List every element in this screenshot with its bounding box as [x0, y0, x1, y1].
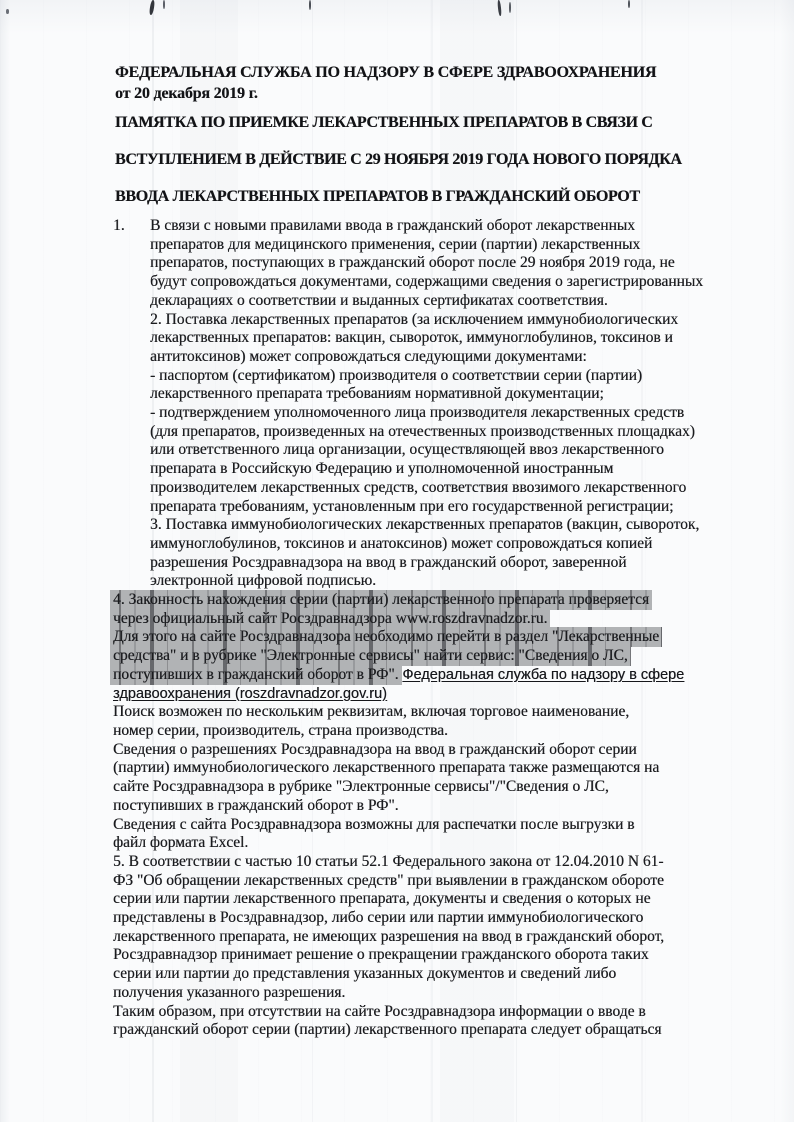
text-line: [113, 591, 773, 610]
highlighted-text: 4. Законность нахождения серии (партии) лекарственного препарата проверяется: [110, 590, 652, 610]
body-text: декларациях о соответствии и выданных сертификатах соответствия.: [150, 291, 608, 309]
text-line: [113, 816, 773, 835]
body-text: 5. В соответствии с частью 10 статьи 52.1 Федерального закона от 12.04.2010 N 61-: [113, 852, 664, 870]
text-line: [113, 703, 773, 722]
text-line: [113, 516, 773, 535]
document-title-line: ВВОДА ЛЕКАРСТВЕННЫХ ПРЕПАРАТОВ В ГРАЖДАНСКИЙ ОБОРОТ: [115, 188, 640, 205]
body-text: препарата в Российскую Федерацию и уполномоченной иностранным: [150, 460, 614, 478]
scan-artifact-mark: [309, 0, 311, 10]
body-text: гражданский оборот серии (партии) лекарственного препарата следует обращаться: [113, 1021, 662, 1039]
body-text: серии или партии до представления указанных документов и сведений либо: [113, 965, 617, 983]
scan-artifact-mark: [163, 0, 165, 9]
text-line: [113, 292, 773, 311]
text-line: [113, 217, 773, 236]
hyperlink-text: здравоохранения (roszdravnadzor.gov.ru): [113, 685, 387, 702]
text-line: [113, 759, 773, 778]
body-text: серии или партии лекарственного препарата, документы и сведения о которых не: [113, 890, 651, 908]
body-text: (для препаратов, произведенных на отечественных производственных площадках): [150, 422, 695, 440]
text-line: [113, 385, 773, 404]
body-text: номер серии, производитель, страна производства.: [113, 721, 448, 739]
document-title-line: ПАМЯТКА ПО ПРИЕМКЕ ЛЕКАРСТВЕННЫХ ПРЕПАРАТОВ В СВЯЗИ С: [115, 114, 653, 131]
text-line: [113, 909, 773, 928]
body-text: электронной цифровой подписью.: [150, 572, 377, 590]
text-line: [113, 1021, 773, 1040]
text-line: [113, 928, 773, 947]
body-text: Сведения с сайта Росздравнадзора возможны для распечатки после выгрузки в: [113, 815, 635, 833]
text-line: [113, 1003, 773, 1022]
document-date: от 20 декабря 2019 г.: [115, 85, 258, 102]
body-text: файл формата Excel.: [113, 834, 249, 852]
text-line: [113, 404, 773, 423]
text-line: [113, 329, 773, 348]
body-text: сайте Росздравнадзора в рубрике "Электронные сервисы"/"Сведения о ЛС,: [113, 778, 609, 796]
text-line: [113, 647, 773, 666]
body-text: Росздравнадзор принимает решение о прекращении гражданского оборота таких: [113, 946, 649, 964]
document-title-line: ВСТУПЛЕНИЕМ В ДЕЙСТВИЕ С 29 НОЯБРЯ 2019 ГОДА НОВОГО ПОРЯДКА: [115, 151, 682, 168]
text-line: [113, 348, 773, 367]
text-line: [113, 722, 773, 741]
body-text: препаратов для медицинского применения, серии (партии) лекарственных: [150, 235, 641, 253]
text-line: [113, 236, 773, 255]
document-header: [115, 62, 656, 104]
scan-artifact-mark: [149, 0, 155, 15]
body-text: ФЗ "Об обращении лекарственных средств" при выявлении в гражданском обороте: [113, 871, 664, 889]
text-line: [113, 872, 773, 891]
body-text: лекарственного препарата требованиям нормативной документации;: [150, 385, 604, 403]
issuer-name: ФЕДЕРАЛЬНАЯ СЛУЖБА ПО НАДЗОРУ В СФЕРЕ ЗДРАВООХРАНЕНИЯ: [115, 64, 657, 81]
text-line: [113, 273, 773, 292]
body-text: В связи с новыми правилами ввода в гражданский оборот лекарственных: [150, 217, 635, 234]
highlighted-text: средства" и в рубрике "Электронные сервисы" найти сервис: "Сведения о ЛС,: [110, 646, 631, 666]
body-text: 3. Поставка иммунобиологических лекарственных препаратов (вакцин, сывороток,: [150, 516, 700, 534]
text-line: [113, 853, 773, 872]
list-number: 1.: [113, 217, 125, 234]
text-line: [113, 610, 773, 629]
body-text: лекарственных препаратов: вакцин, сывороток, иммуноглобулинов, токсинов и: [150, 329, 673, 347]
body-text: получения указанного разрешения.: [113, 983, 346, 1001]
highlighted-text: через официальный сайт Росздравнадзора www.roszdravnadzor.ru.: [110, 609, 550, 629]
body-text: Сведения о разрешениях Росздравнадзора на ввод в гражданский оборот серии: [113, 740, 637, 758]
text-line: [113, 498, 773, 517]
text-line: [113, 441, 773, 460]
text-line: [113, 685, 773, 704]
text-line: [113, 535, 773, 554]
body-text: Таким образом, при отсутствии на сайте Росздравнадзора информации о вводе в: [113, 1002, 646, 1020]
text-line: [113, 946, 773, 965]
text-line: [113, 254, 773, 273]
body-text: лекарственного препарата, не имеющих разрешения на ввод в гражданский оборот,: [113, 927, 665, 945]
highlighted-text: поступивших в гражданский оборот в РФ".: [110, 665, 402, 685]
hyperlink-text: Федеральная служба по надзору в сфере: [402, 666, 685, 683]
body-text: 2. Поставка лекарственных препаратов (за исключением иммунобиологических: [150, 310, 679, 328]
scan-artifact-mark: [497, 0, 502, 16]
scan-artifact-mark: [509, 2, 511, 13]
body-text: производителем лекарственных средств, соответствия ввозимого лекарственного: [150, 478, 687, 496]
text-line: [113, 554, 773, 573]
text-line: [113, 965, 773, 984]
highlighted-text: Для этого на сайте Росздравнадзора необходимо перейти в раздел "Лекарственные: [110, 627, 662, 647]
body-text: антитоксинов) может сопровождаться следующими документами:: [150, 347, 587, 365]
body-text: - паспортом (сертификатом) производителя о соответствии серии (партии): [150, 366, 643, 384]
text-line: [113, 479, 773, 498]
body-text: будут сопровождаться документами, содержащими сведения о зарегистрированных: [150, 273, 704, 291]
body-text: (партии) иммунобиологического лекарственного препарата также размещаются на: [113, 759, 660, 777]
document-body: [113, 217, 773, 1040]
text-line: [113, 572, 773, 591]
text-line: [113, 778, 773, 797]
body-text: препаратов, поступающих в гражданский оборот после 29 ноября 2019 года, не: [150, 254, 675, 272]
body-text: иммуноглобулинов, токсинов и анатоксинов) может сопровождаться копией: [150, 534, 653, 552]
text-line: [113, 423, 773, 442]
scan-artifact-mark: [6, 9, 9, 14]
body-text: Поиск возможен по нескольким реквизитам, включая торговое наименование,: [113, 703, 630, 721]
text-line: [113, 890, 773, 909]
text-line: [113, 741, 773, 760]
text-line: [113, 460, 773, 479]
body-text: - подтверждением уполномоченного лица производителя лекарственных средств: [150, 404, 685, 422]
text-line: [113, 367, 773, 386]
body-text: препарата требованиям, установленным при его государственной регистрации;: [150, 497, 674, 515]
document-title: [115, 104, 682, 215]
text-line: [113, 666, 773, 685]
text-line: [113, 834, 773, 853]
body-text: поступивших в гражданский оборот в РФ".: [113, 796, 399, 814]
text-line: [113, 311, 773, 330]
body-text: представлены в Росздравнадзор, либо серии или партии иммунобиологического: [113, 909, 644, 927]
scan-artifact-mark: [628, 0, 630, 8]
body-text: разрешения Росздравнадзора на ввод в гражданский оборот, заверенной: [150, 553, 627, 571]
text-line: [113, 797, 773, 816]
text-line: [113, 628, 773, 647]
body-text: или ответственного лица организации, осуществляющей ввоз лекарственного: [150, 441, 664, 459]
text-line: [113, 984, 773, 1003]
